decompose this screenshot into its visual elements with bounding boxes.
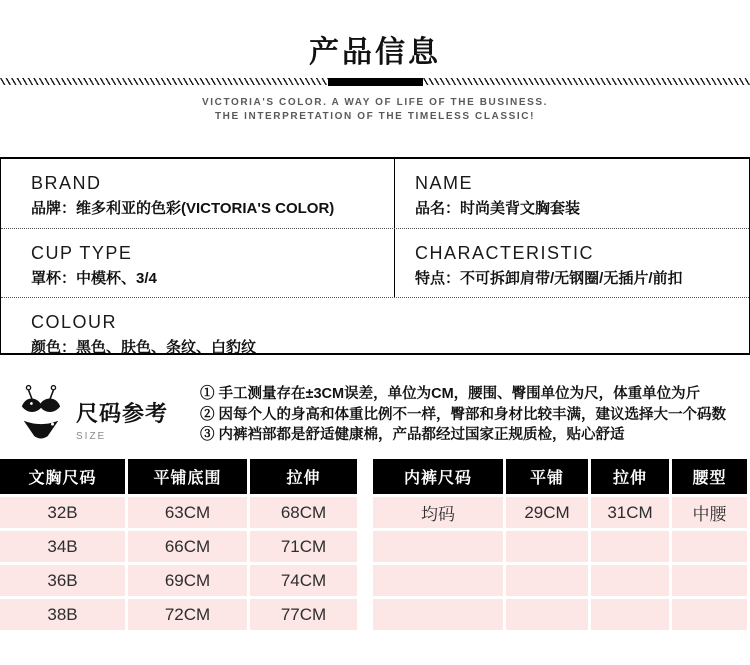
bra-table-cell: 63CM <box>128 497 247 528</box>
panty-table-cell <box>506 531 588 562</box>
bra-table-header: 平铺底围 <box>128 459 247 494</box>
panty-table-header: 拉伸 <box>591 459 669 494</box>
bra-table-cell: 68CM <box>250 497 357 528</box>
bra-table-cell: 71CM <box>250 531 357 562</box>
size-tables <box>0 459 750 630</box>
size-notes <box>200 384 726 446</box>
panty-table-cell <box>373 531 503 562</box>
panty-table-cell <box>672 599 747 630</box>
bra-table-cell: 77CM <box>250 599 357 630</box>
name-value: 品名：时尚美背文胸套装 <box>415 200 581 217</box>
panty-table-cell <box>672 531 747 562</box>
bra-table-cell: 32B <box>0 497 125 528</box>
panty-table-header: 平铺 <box>506 459 588 494</box>
panty-table-cell <box>591 531 669 562</box>
size-note-3: ③ 内裤裆部都是舒适健康棉，产品都经过国家正规质检，贴心舒适 <box>200 427 625 443</box>
info-row-brand-name <box>1 159 749 229</box>
panty-table-header: 腰型 <box>672 459 747 494</box>
bra-table-cell: 34B <box>0 531 125 562</box>
bra-table-cell: 66CM <box>128 531 247 562</box>
colour-cell <box>1 298 749 356</box>
info-row-colour <box>1 298 749 356</box>
info-row-cup-characteristic <box>1 229 749 298</box>
bra-size-table <box>0 459 360 630</box>
name-label-en: NAME <box>415 173 474 193</box>
brand-taglines <box>0 96 750 124</box>
hatch-line-left <box>0 78 328 85</box>
characteristic-value: 特点：不可拆卸肩带/无钢圈/无插片/前扣 <box>415 270 683 287</box>
cup-type-value: 罩杯：中模杯、3/4 <box>31 270 157 287</box>
panty-table-cell: 均码 <box>373 497 503 528</box>
characteristic-label-en: CHARACTERISTIC <box>415 243 595 263</box>
name-cell <box>394 159 749 228</box>
brand-cell <box>1 159 394 225</box>
tagline-line2: THE INTERPRETATION OF THE TIMELESS CLASSIC! <box>214 111 536 122</box>
panty-table-cell <box>373 565 503 596</box>
page-header <box>0 0 750 124</box>
cup-type-cell <box>1 229 394 297</box>
bra-table-cell: 38B <box>0 599 125 630</box>
decorative-rule <box>0 77 750 86</box>
brand-value: 品牌：维多利亚的色彩(VICTORIA'S COLOR) <box>31 200 335 217</box>
panty-table-cell <box>591 565 669 596</box>
size-note-1: ① 手工测量存在±3CM误差，单位为CM，腰围、臀围单位为尺，体重单位为斤 <box>200 386 701 402</box>
size-reference-subtitle: SIZE <box>76 431 107 442</box>
panty-table-cell <box>591 599 669 630</box>
colour-value: 颜色：黑色、肤色、条纹、白豹纹 <box>31 339 257 356</box>
panty-table-cell: 中腰 <box>672 497 747 528</box>
bra-table-header: 文胸尺码 <box>0 459 125 494</box>
bra-table-header: 拉伸 <box>250 459 357 494</box>
size-note-2: ② 因每个人的身高和体重比例不一样，臀部和身材比较丰满，建议选择大一个码数 <box>200 406 727 423</box>
title-underline-bar <box>328 78 423 86</box>
tagline-line1: VICTORIA'S COLOR. A WAY OF LIFE OF THE BUSINESS. <box>201 97 549 108</box>
bra-table-cell: 74CM <box>250 565 357 596</box>
bra-table-cell: 36B <box>0 565 125 596</box>
panty-table-cell <box>506 599 588 630</box>
panty-table-cell: 31CM <box>591 497 669 528</box>
lingerie-icon <box>18 383 64 447</box>
product-info-table <box>0 157 750 355</box>
size-reference-title: 尺码参考 <box>76 401 169 426</box>
bra-table-cell: 72CM <box>128 599 247 630</box>
page-title: 产品信息 <box>309 36 441 69</box>
hatch-line-right <box>423 78 750 85</box>
panty-table-cell: 29CM <box>506 497 588 528</box>
size-reference-section <box>0 381 750 447</box>
panty-size-table <box>373 459 750 630</box>
panty-table-header: 内裤尺码 <box>373 459 503 494</box>
panty-table-cell <box>373 599 503 630</box>
panty-table-cell <box>672 565 747 596</box>
brand-label-en: BRAND <box>31 173 102 193</box>
bra-table-cell: 69CM <box>128 565 247 596</box>
size-title-block <box>76 397 194 442</box>
panty-table-cell <box>506 565 588 596</box>
characteristic-cell <box>394 229 749 297</box>
cup-type-label-en: CUP TYPE <box>31 243 133 263</box>
colour-label-en: COLOUR <box>31 312 118 332</box>
